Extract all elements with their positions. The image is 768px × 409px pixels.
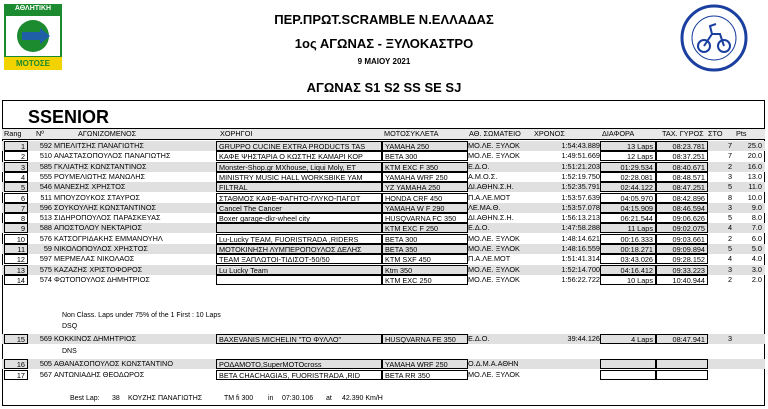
cell-club: Π.Α.ΛΕ.ΜΟΤ: [468, 254, 511, 264]
cell-fast: 09:02.075: [656, 223, 708, 233]
cell-sto: 3: [727, 171, 732, 181]
cell-club: ΜΟ.ΛΕ. ΞΥΛΟΚ: [468, 233, 520, 243]
cell-bike: BETA 300: [382, 151, 468, 161]
best-lap-speed: 42.390 Km/H: [342, 395, 383, 402]
cell-sponsor: FILTRAL: [216, 182, 382, 192]
cell-diff: 01:29.534: [600, 162, 656, 172]
cell-fast: 08:40.671: [656, 162, 708, 172]
cell-club: Α.Μ.Ο.Σ.: [468, 171, 498, 181]
cell-diff: 11 Laps: [600, 223, 656, 233]
cell-sponsor: TEAM ΞΑΠΛΩΤΟΙ-ΤΙΔΙΣΟΤ-50/50: [216, 254, 382, 264]
cell-bike: HUSQVARNA FE 350: [382, 334, 468, 344]
cell-bike: KTM EXC 250: [382, 275, 468, 285]
col-fast: ΤΑΧ. ΓΥΡΟΣ: [662, 129, 704, 138]
cell-club: ΜΟ.ΛΕ. ΞΥΛΟΚ: [468, 141, 520, 150]
cell-club: Ε.Δ.Ο.: [468, 223, 490, 233]
table-row: [2, 254, 765, 264]
cell-no: 567: [39, 369, 52, 379]
cell-no: 510: [39, 151, 52, 161]
cell-sto: 3: [727, 202, 732, 212]
table-row: [2, 234, 765, 244]
cell-sponsor: Monster-Shop.gr MXhouse, Liqui Moly, ET: [216, 162, 382, 172]
cell-pts: 7.0: [751, 223, 762, 233]
cell-rang: 4: [4, 172, 28, 182]
cell-pts: 20.0: [747, 151, 762, 161]
cell-time: 1:56:22.722: [561, 274, 600, 284]
cell-sponsor: GRUPPO CUCINE EXTRA PRODUCTS TAS: [216, 141, 382, 151]
cell-fast: 08:47.941: [656, 334, 708, 344]
cell-rider: ΑΘΑΝΑΣΟΠΟΥΛΟΣ ΚΩΝΣΤΑΝΤΙΝΟ: [54, 359, 174, 368]
cell-bike: YAMAHA WRF 250: [382, 172, 468, 182]
cell-sponsor: MINISTRY MUSIC HALL WORKSBIKE YAM: [216, 172, 382, 182]
table-row: [2, 141, 765, 151]
table-row: [2, 244, 765, 254]
cell-time: 1:51:41.314: [561, 254, 600, 264]
cell-bike: YAMAHA W F 290: [382, 203, 468, 213]
cell-fast: [656, 359, 708, 369]
cell-rider: ΣΙΔΗΡΟΠΟΥΛΟΣ ΠΑΡΑΣΚΕΥΑΣ: [54, 213, 161, 223]
cell-bike: BETA 350: [382, 244, 468, 254]
dns-label: DNS: [62, 348, 77, 355]
col-rang: Rang: [4, 129, 22, 138]
cell-fast: 09:28.152: [656, 254, 708, 264]
cell-sto: 4: [727, 223, 732, 233]
cell-time: 1:56:13.213: [561, 213, 600, 223]
cell-no: 555: [39, 171, 52, 181]
table-row: [2, 213, 765, 223]
cell-no: 513: [39, 213, 52, 223]
cell-bike: Ktm 350: [382, 265, 468, 275]
cell-rider: ΑΝΑΣΤΑΣΟΠΟΥΛΟΣ ΠΑΝΑΓΙΩΤΗΣ: [54, 151, 171, 161]
cell-bike: KTM EXC F 250: [382, 223, 468, 233]
cell-pts: 2.0: [751, 274, 762, 284]
cell-fast: 08:48.571: [656, 172, 708, 182]
cell-no: 575: [39, 264, 52, 274]
cell-rang: 3: [4, 162, 28, 172]
cell-pts: 16.0: [747, 161, 762, 171]
cell-fast: 09:33.223: [656, 265, 708, 275]
cell-rider: ΜΑΝΕΣΗΣ ΧΡΗΣΤΟΣ: [54, 182, 126, 192]
cell-diff: 06:21.544: [600, 213, 656, 223]
cell-rider: ΦΩΤΟΠΟΥΛΟΣ ΔΗΜΗΤΡΙΟΣ: [54, 274, 150, 284]
cell-rider: ΜΠΟΥΖΟΥΚΟΣ ΣΤΑΥΡΟΣ: [54, 192, 140, 202]
table-row: [2, 223, 765, 233]
table-row: [2, 265, 765, 275]
cell-pts: 11.0: [748, 182, 762, 192]
cell-time: 1:54:43.889: [561, 141, 600, 150]
cell-fast: 09:03.661: [656, 234, 708, 244]
table-header: [2, 128, 765, 140]
cell-diff: 00:18.271: [600, 244, 656, 254]
cell-club: ΛΕ.ΜΑ.Θ.: [468, 202, 501, 212]
cell-rang: 7: [4, 203, 28, 213]
cell-rang: 9: [4, 223, 28, 233]
table-row: [2, 334, 765, 344]
cell-no: 511: [40, 192, 52, 202]
cell-sponsor: [216, 275, 382, 285]
non-classified-note: Non Class. Laps under 75% of the 1 First : 10 Laps: [62, 312, 221, 319]
cell-fast: 08:23.781: [656, 141, 708, 151]
cell-no: 576: [39, 233, 52, 243]
cell-rider: ΣΟΥΚΟΥΛΗΣ ΚΩΝΣΤΑΝΤΙΝΟΣ: [54, 202, 157, 212]
cell-diff: [600, 359, 656, 369]
cell-time: 1:51:21.203: [561, 161, 600, 171]
best-lap-rider: ΚΟΥΖΗΣ ΠΑΝΑΓΙΩΤΗΣ: [128, 395, 203, 402]
col-pts: Pts: [736, 129, 747, 138]
table-row: [2, 172, 765, 182]
cell-sto: 3: [727, 264, 732, 274]
cell-fast: 08:37.251: [656, 151, 708, 161]
cell-fast: 08:42.896: [656, 193, 708, 203]
cell-bike: YAMAHA WRF 250: [382, 359, 468, 369]
cell-diff: [600, 370, 656, 380]
best-lap-label: Best Lap:: [70, 395, 100, 402]
category-title: SSENIOR: [28, 107, 110, 127]
cell-rider: ΚΑΖΑΖΗΣ ΧΡΙΣΤΟΦΟΡΟΣ: [54, 264, 143, 274]
cell-bike: HUSQVARNA FC 350: [382, 213, 468, 223]
cell-fast: 09:06.626: [656, 213, 708, 223]
cell-club: Ο.Δ.Μ.Α.ΑΘΗΝ: [468, 359, 519, 368]
cell-rider: ΜΕΡΜΕΛΑΣ ΝΙΚΟΛΑΟΣ: [54, 254, 135, 264]
cell-diff: 4 Laps: [600, 334, 656, 344]
cell-rang: 11: [4, 244, 28, 254]
cell-rang: 14: [4, 275, 28, 285]
cell-rang: 6: [4, 193, 28, 203]
event-title: 1ος ΑΓΩΝΑΣ - ΞΥΛΟΚΑΣΤΡΟ: [294, 36, 474, 51]
cell-bike: BETA RR 350: [382, 370, 468, 380]
cell-sponsor: BAXEVANIS MICHELIN "ΤΟ ΦΥΛΛΟ": [216, 334, 382, 344]
cell-sponsor: ΚΑΦΕ ΨΗΣΤΑΡΙΑ Ο ΚΩΣΤΗΣ ΚΑΜΑΡΙ ΚΟΡ: [216, 151, 382, 161]
col-bike: ΜΟΤΟΣΥΚΛΕΤΑ: [384, 129, 439, 138]
cell-rang: 2: [4, 151, 28, 161]
cell-diff: 04:15.909: [600, 203, 656, 213]
cell-pts: 8.0: [751, 213, 762, 223]
cell-time: 1:49:51.669: [561, 151, 600, 161]
cell-diff: 04:05.970: [600, 193, 656, 203]
cell-sto: 7: [727, 141, 732, 150]
race-title: ΑΓΩΝΑΣ S1 S2 SS SE SJ: [306, 80, 462, 95]
cell-pts: 9.0: [751, 202, 762, 212]
cell-pts: 25.0: [747, 141, 762, 150]
cell-rider: ΡΟΥΜΕΛΙΩΤΗΣ ΜΑΝΩΛΗΣ: [54, 171, 146, 181]
cell-rang: 16: [4, 359, 28, 369]
cell-fast: 10:40.944: [656, 275, 708, 285]
cell-bike: YZ YAMAHA 250: [382, 182, 468, 192]
cell-time: 1:48:14.621: [561, 233, 600, 243]
cell-sponsor: ΜΟΤΟΚΙΝΗΣΗ ΛΥΜΠΕΡΟΠΟΥΛΟΣ ΔΕΛΗΣ: [216, 244, 382, 254]
cell-rider: ΚΑΤΣΟΓΡΙΔΑΚΗΣ ΕΜΜΑΝΟΥΗΛ: [54, 233, 163, 243]
cell-no: 574: [39, 274, 52, 284]
cell-rang: 5: [4, 182, 28, 192]
table-row: [2, 182, 765, 192]
col-sto: ΣΤΟ: [708, 129, 723, 138]
cell-no: 585: [39, 161, 52, 171]
cell-sponsor: Lu Lucky Team: [216, 265, 382, 275]
cell-sponsor: Boxer garage-dkr-wheel city: [216, 213, 382, 223]
cell-fast: [656, 370, 708, 380]
cell-time: 39:44.126: [567, 334, 600, 343]
cell-no: 588: [39, 223, 52, 233]
cell-rang: 12: [4, 254, 28, 264]
cell-rider: ΚΟΚΚΙΝΟΣ ΔΗΜΗΤΡΙΟΣ: [54, 334, 137, 343]
cell-time: 1:53:57.078: [561, 202, 600, 212]
cell-time: 1:52:14.700: [561, 264, 600, 274]
col-no: Nº: [36, 129, 44, 138]
cell-rang: 10: [4, 234, 28, 244]
cell-club: ΜΟ.ΛΕ. ΞΥΛΟΚ: [468, 151, 520, 161]
cell-club: ΜΟ.ΛΕ. ΞΥΛΟΚ: [468, 369, 520, 379]
best-lap-in: in: [268, 395, 274, 402]
cell-time: 1:52:35.791: [561, 182, 600, 192]
table-row: [2, 275, 765, 285]
cell-sto: 5: [727, 244, 732, 253]
cell-club: Ε.Δ.Ο.: [468, 161, 490, 171]
cell-rider: ΓΚΛΙΑΤΗΣ ΚΩΝΣΤΑΝΤΙΝΟΣ: [54, 161, 147, 171]
cell-diff: 02:44.122: [600, 182, 656, 192]
cell-rang: 1: [4, 141, 28, 151]
cell-sponsor: [216, 223, 382, 233]
table-row: [2, 162, 765, 172]
cell-sto: 8: [727, 192, 732, 202]
table-row: [2, 359, 765, 369]
cell-sto: 3: [727, 334, 732, 343]
logo-left-bottom-text: MOTOΣΕ: [16, 59, 50, 68]
cell-sponsor: ΡΟΔΑΜΟΤΟ,SuperMOTOcross: [216, 359, 382, 369]
best-lap-number: 38: [112, 395, 120, 402]
cell-club: ΜΟ.ΛΕ. ΞΥΛΟΚ: [468, 274, 520, 284]
cell-no: 597: [39, 254, 52, 264]
cell-rang: 15: [4, 334, 28, 344]
col-diff: ΔΙΑΦΟΡΑ: [602, 129, 635, 138]
cell-no: 505: [39, 359, 52, 368]
cell-fast: 08:46.594: [656, 203, 708, 213]
cell-rang: 13: [4, 265, 28, 275]
cell-bike: KTM SXF 450: [382, 254, 468, 264]
best-lap-bike: TM fi 300: [224, 395, 254, 402]
table-row: [2, 203, 765, 213]
event-date: 9 ΜΑΙΟΥ 2021: [357, 57, 411, 66]
cell-diff: 12 Laps: [600, 151, 656, 161]
cell-fast: 09:09.894: [656, 244, 708, 254]
cell-time: 1:47:58.288: [561, 223, 600, 233]
cell-pts: 4.0: [751, 254, 762, 264]
cell-rider: ΑΝΤΩΝΙΑΔΗΣ ΘΕΟΔΩΡΟΣ: [54, 369, 145, 379]
cell-pts: 3.0: [751, 264, 762, 274]
cell-diff: 02:28.081: [600, 172, 656, 182]
cell-sto: 5: [727, 182, 732, 192]
best-lap-time: 07:30.106: [282, 395, 314, 402]
cell-sto: 5: [727, 213, 732, 223]
cell-diff: 00:16.333: [600, 234, 656, 244]
cell-pts: 13.0: [747, 171, 762, 181]
col-rider: ΑΓΩΝΙΖΟΜΕΝΟΣ: [78, 129, 137, 138]
cell-bike: HONDA CRF 450: [382, 193, 468, 203]
best-lap-at: at: [326, 395, 332, 402]
logo-left-top-text: ΑΘΛΗΤΙΚΗ: [14, 5, 52, 12]
cell-sponsor: Lu-Lucky TEAM, FUORISTRADA ,RIDERS: [216, 234, 382, 244]
col-sponsor: ΧΟΡΗΓΟΙ: [220, 129, 253, 138]
cell-club: ΔΙ.ΑΘΗΝ.Σ.Η.: [468, 213, 514, 223]
cell-rider: ΑΠΟΣΤΟΛΟΥ ΝΕΚΤΑΡΙΟΣ: [54, 223, 142, 233]
cell-club: Π.Α.ΛΕ.ΜΟΤ: [468, 192, 511, 202]
cell-diff: 13 Laps: [600, 141, 656, 151]
cell-pts: 5.0: [751, 244, 762, 253]
cell-no: 592: [39, 141, 52, 150]
cell-fast: 08:47.251: [656, 182, 708, 192]
cell-time: 1:48:16.559: [561, 244, 600, 253]
cell-sto: 2: [727, 161, 732, 171]
cell-club: ΜΟ.ΛΕ. ΞΥΛΟΚ: [468, 244, 520, 253]
cell-rider: ΝΙΚΟΛΟΠΟΥΛΟΣ ΧΡΗΣΤΟΣ: [54, 244, 148, 253]
cell-club: Ε.Δ.Ο.: [468, 334, 490, 343]
table-row: [2, 151, 765, 161]
col-time: ΧΡΟΝΟΣ: [534, 129, 565, 138]
cell-time: 1:53:57.639: [561, 192, 600, 202]
cell-no: 569: [39, 334, 52, 343]
cell-sponsor: BETA CHACHAGIAS, FUORISTRADA ,RID: [216, 370, 382, 380]
table-row: [2, 370, 765, 380]
cell-diff: 10 Laps: [600, 275, 656, 285]
col-club: ΑΘ. ΣΩΜΑΤΕΙΟ: [469, 129, 521, 138]
cell-pts: 10.0: [747, 192, 762, 202]
cell-sto: 7: [727, 151, 732, 161]
championship-title: ΠΕΡ.ΠΡΩΤ.SCRAMBLE Ν.ΕΛΛΑΔΑΣ: [274, 12, 494, 27]
cell-sponsor: Cancel The Cancer: [216, 203, 382, 213]
cell-rang: 8: [4, 213, 28, 223]
cell-time: 1:52:19.750: [561, 171, 600, 181]
cell-club: ΜΟ.ΛΕ. ΞΥΛΟΚ: [468, 264, 520, 274]
cell-pts: 6.0: [751, 233, 762, 243]
cell-sponsor: ΣΤΑΘΜΟΣ ΚΑΦΕ-ΦΑΓΗΤΟ-ΓΛΥΚΟ-ΠΑΓΩΤ: [216, 193, 382, 203]
cell-diff: 04:16.412: [600, 265, 656, 275]
cell-rider: ΜΠΕΛΙΤΣΗΣ ΠΑΝΑΓΙΩΤΗΣ: [54, 141, 144, 150]
table-row: [2, 193, 765, 203]
cell-bike: BETA 300: [382, 234, 468, 244]
cell-rang: 17: [4, 370, 28, 380]
dsq-label: DSQ: [62, 323, 78, 330]
cell-sto: 2: [727, 274, 732, 284]
cell-sto: 2: [727, 233, 732, 243]
cell-no: 596: [39, 202, 52, 212]
cell-bike: KTM EXC F 350: [382, 162, 468, 172]
cell-bike: YAMAHA 250: [382, 141, 468, 151]
cell-no: 546: [39, 182, 52, 192]
cell-diff: 03:43.026: [600, 254, 656, 264]
cell-sto: 4: [727, 254, 732, 264]
cell-no: 59: [43, 244, 52, 253]
cell-club: ΔΙ.ΑΘΗΝ.Σ.Η.: [468, 182, 514, 192]
